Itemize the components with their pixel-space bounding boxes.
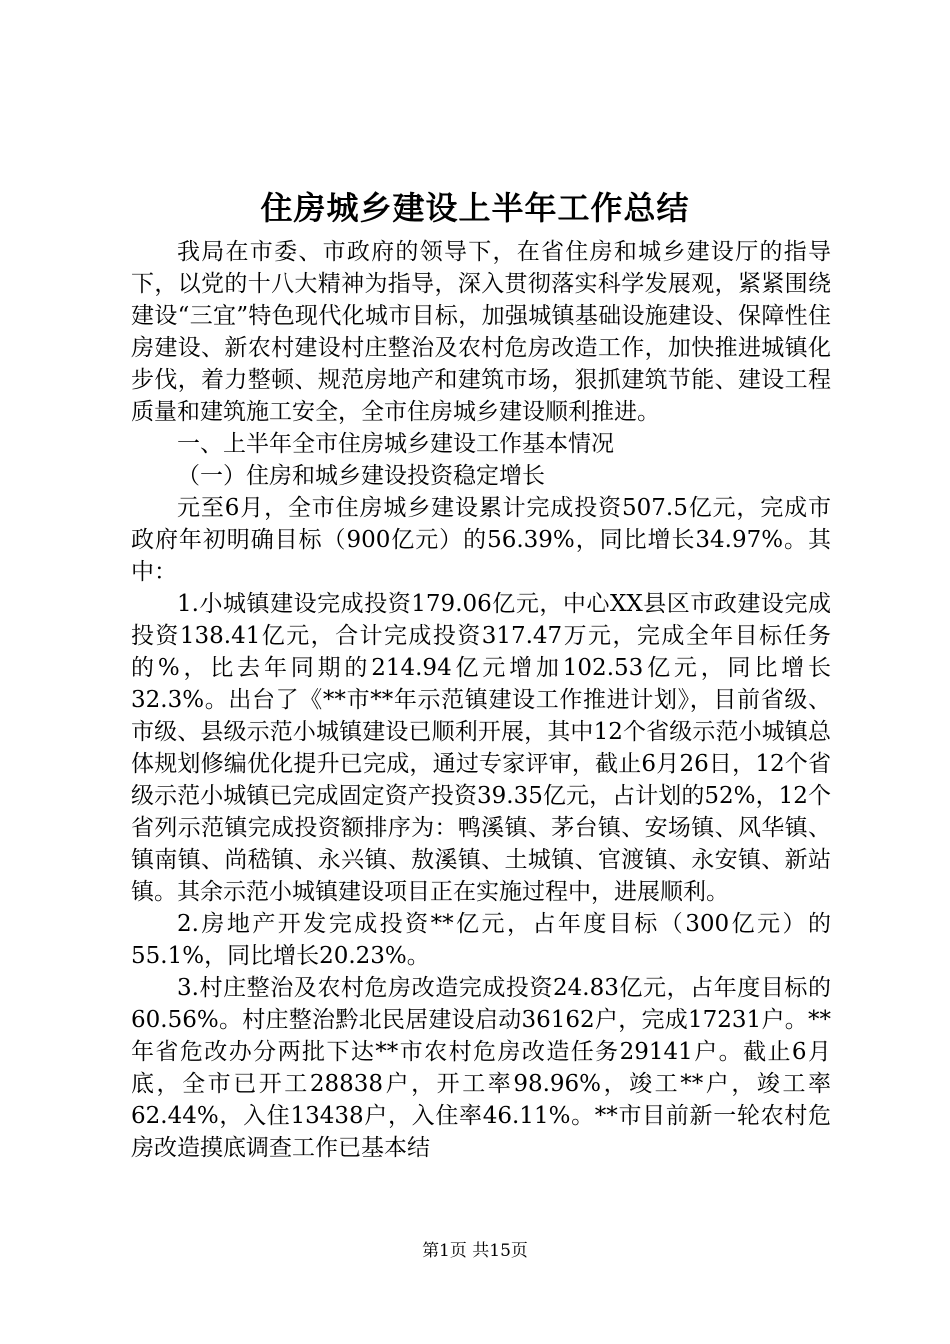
document-title: 住房城乡建设上半年工作总结	[260, 189, 690, 227]
paragraph-item-1: 1.小城镇建设完成投资179.06亿元，中心XX县区市政建设完成投资138.41亿元，合计完成投资317.47万元，完成全年目标任务的%，比去年同期的214.94亿元增加102.53亿元，同比增长32.3%。出台了《**市**年示范镇建设工作推进计划》，目前省级、市级、县级示范小城镇建设已顺利开展，其中12个省级示范小城镇总体规划修编优化提升已完成，通过专家评审，截止6月26日，12个省级示范小城镇已完成固定资产投资39.35亿元，占计划的52%，12个省列示范镇完成投资额排序为：鸭溪镇、茅台镇、安场镇、风华镇、镇南镇、尚嵇镇、永兴镇、敖溪镇、土城镇、官渡镇、永安镇、新站镇。其余示范小城镇建设项目正在实施过程中，进展顺利。	[131, 591, 831, 905]
paragraph-item-3: 3.村庄整治及农村危房改造完成投资24.83亿元，占年度目标的60.56%。村庄整治黔北民居建设启动36162户，完成17231户。**年省危改办分两批下达**市农村危房改造任务29141户。截止6月底，全市已开工28838户，开工率98.96%，竣工**户，竣工率62.44%，入住13438户，入住率46.11%。**市目前新一轮农村危房改造摸底调查工作已基本结	[131, 975, 831, 1161]
page-number-footer: 第1页 共15页	[422, 1241, 528, 1261]
paragraph-item-2: 2.房地产开发完成投资**亿元，占年度目标（300亿元）的55.1%，同比增长20.23%。	[131, 911, 831, 969]
paragraph-intro: 我局在市委、市政府的领导下，在省住房和城乡建设厅的指导下，以党的十八大精神为指导，深入贯彻落实科学发展观，紧紧围绕建设“三宜”特色现代化城市目标，加强城镇基础设施建设、保障性住房建设、新农村建设村庄整治及农村危房改造工作，加快推进城镇化步伐，着力整顿、规范房地产和建筑市场，狠抓建筑节能、建设工程质量和建筑施工安全，全市住房城乡建设顺利推进。	[131, 239, 831, 425]
subsection-heading: （一）住房和城乡建设投资稳定增长	[177, 463, 545, 489]
paragraph-investment-summary: 元至6月，全市住房城乡建设累计完成投资507.5亿元，完成市政府年初明确目标（900亿元）的56.39%，同比增长34.97%。其中：	[131, 495, 831, 585]
document-body	[131, 236, 831, 1164]
section-heading: 一、上半年全市住房城乡建设工作基本情况	[177, 431, 614, 457]
